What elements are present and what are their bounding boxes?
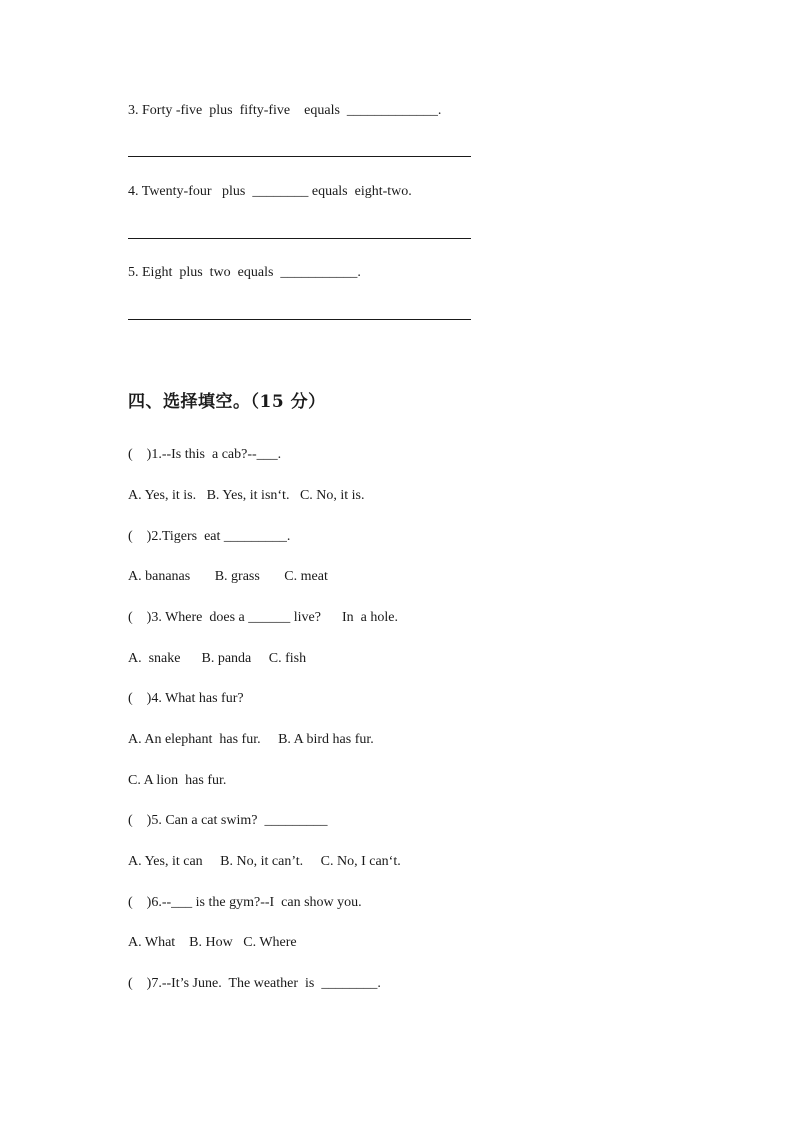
section-heading: 四、选择填空。（15 分） [128,392,326,412]
question-2: ( )2.Tigers eat _________. [128,529,291,544]
question-1: ( )1.--Is this a cab?--___. [128,447,282,462]
translation-question-5: 5. Eight plus two equals ___________. [128,265,361,280]
answer-line-3 [128,156,471,157]
question-4-options-ab: A. An elephant has fur. B. A bird has fur. [128,732,374,747]
question-5-options: A. Yes, it can B. No, it can’t. C. No, I can‘t. [128,854,401,869]
question-1-options: A. Yes, it is. B. Yes, it isn‘t. C. No, it is. [128,488,365,503]
question-3: ( )3. Where does a ______ live? In a hole. [128,610,398,625]
answer-line-4 [128,238,471,239]
question-4: ( )4. What has fur? [128,691,244,706]
translation-question-3: 3. Forty -five plus fifty-five equals _____________. [128,103,442,118]
question-3-options: A. snake B. panda C. fish [128,651,307,666]
question-6: ( )6.--___ is the gym?--I can show you. [128,895,362,910]
translation-question-4: 4. Twenty-four plus ________ equals eight-two. [128,184,412,199]
question-4-option-c: C. A lion has fur. [128,773,227,788]
question-6-options: A. What B. How C. Where [128,935,297,950]
question-2-options: A. bananas B. grass C. meat [128,569,328,584]
question-7: ( )7.--It’s June. The weather is ________. [128,976,381,991]
answer-line-5 [128,319,471,320]
question-5: ( )5. Can a cat swim? _________ [128,813,328,828]
